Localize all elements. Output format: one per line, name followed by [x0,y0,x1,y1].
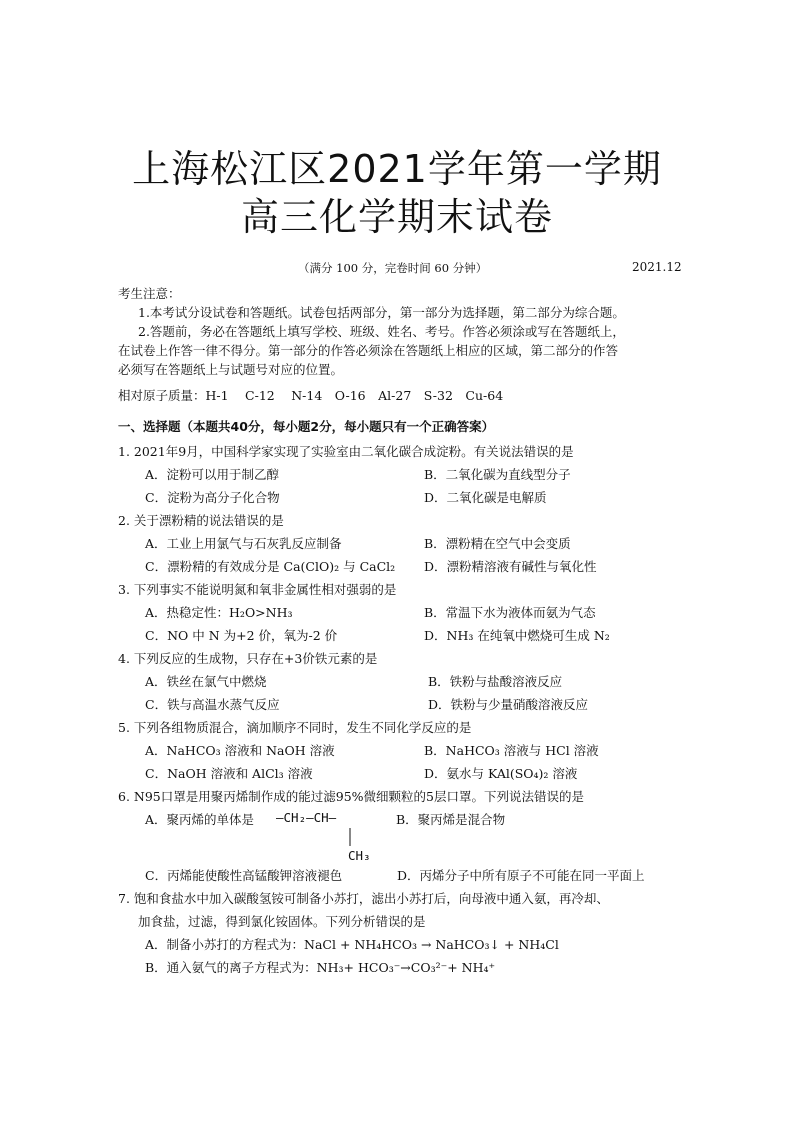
question-7-stem-line-1: 7. 饱和食盐水中加入碳酸氢铵可制备小苏打，滤出小苏打后，向母液中通入氨，再冷却、 [118,891,609,906]
exam-date: 2021.12 [632,260,682,274]
notice-item-2-line-3: 必须写在答题纸上与试题号对应的位置。 [118,362,344,377]
question-2-stem: 2. 关于漂粉精的说法错误的是 [118,513,284,528]
propylene-formula-main: —CH₂—CH— [276,810,337,825]
question-1-option-d: D．二氧化碳是电解质 [424,490,547,505]
question-4-stem: 4. 下列反应的生成物，只存在+3价铁元素的是 [118,651,378,666]
propylene-formula-sub: CH₃ [348,848,371,863]
question-7-option-b: B．通入氨气的离子方程式为：NH₃+ HCO₃⁻→CO₃²⁻+ NH₄⁺ [145,960,496,975]
notice-item-2-line-1: 2.答题前，务必在答题纸上填写学校、班级、姓名、考号。作答必须涂或写在答题纸上， [138,324,625,339]
question-5-option-b: B．NaHCO₃ 溶液与 HCl 溶液 [424,743,599,758]
question-4-option-b: B．铁粉与盐酸溶液反应 [428,674,563,689]
question-1-stem: 1. 2021年9月，中国科学家实现了实验室由二氧化碳合成淀粉。有关说法错误的是 [118,444,574,459]
question-7-stem-line-2: 加食盐，过滤，得到氯化铵固体。下列分析错误的是 [138,914,426,929]
atomic-masses: 相对原子质量：H-1 C-12 N-14 O-16 Al-27 S-32 Cu-64 [118,388,504,403]
question-6-stem: 6. N95口罩是用聚丙烯制作成的能过滤95%微细颗粒的5层口罩。下列说法错误的是 [118,789,584,804]
title-line-1: 上海松江区2021学年第一学期 [132,147,662,191]
question-1-option-c: C．淀粉为高分子化合物 [145,490,280,505]
question-6-option-c: C．丙烯能使酸性高锰酸钾溶液褪色 [145,868,343,883]
question-3-stem: 3. 下列事实不能说明氮和氧非金属性相对强弱的是 [118,582,397,597]
question-4-option-a: A．铁丝在氯气中燃烧 [145,674,267,689]
question-5-stem: 5. 下列各组物质混合，滴加顺序不同时，发生不同化学反应的是 [118,720,472,735]
question-5-option-d: D．氨水与 KAl(SO₄)₂ 溶液 [424,766,578,781]
propylene-bond-line [340,826,360,848]
question-4-option-d: D．铁粉与少量硝酸溶液反应 [428,697,589,712]
question-3-option-c: C．NO 中 N 为+2 价，氧为-2 价 [145,628,338,643]
question-3-option-b: B．常温下水为液体而氨为气态 [424,605,596,620]
question-5-option-a: A．NaHCO₃ 溶液和 NaOH 溶液 [145,743,335,758]
notice-heading: 考生注意： [118,286,181,301]
question-2-option-d: D．漂粉精溶液有碱性与氧化性 [424,559,597,574]
question-6-option-d: D．丙烯分子中所有原子不可能在同一平面上 [397,868,645,883]
question-1-option-a: A．淀粉可以用于制乙醇 [145,467,280,482]
question-2-option-a: A．工业上用氯气与石灰乳反应制备 [145,536,342,551]
title-line-2: 高三化学期末试卷 [240,195,553,239]
exam-meta: （满分 100 分，完卷时间 60 分钟） [298,261,488,275]
question-2-option-b: B．漂粉精在空气中会变质 [424,536,571,551]
question-7-option-a: A．制备小苏打的方程式为：NaCl + NH₄HCO₃ → NaHCO₃↓ + NH₄Cl [145,937,559,952]
question-1-option-b: B．二氧化碳为直线型分子 [424,467,571,482]
question-6-option-b: B．聚丙烯是混合物 [396,812,506,827]
question-5-option-c: C．NaOH 溶液和 AlCl₃ 溶液 [145,766,313,781]
notice-item-1: 1.本考试分设试卷和答题纸。试卷包括两部分，第一部分为选择题，第二部分为综合题。 [138,305,625,320]
question-3-option-d: D．NH₃ 在纯氧中燃烧可生成 N₂ [424,628,610,643]
question-4-option-c: C．铁与高温水蒸气反应 [145,697,280,712]
notice-item-2-line-2: 在试卷上作答一律不得分。第一部分的作答必须涂在答题纸上相应的区域，第二部分的作答 [118,343,619,358]
question-2-option-c: C．漂粉精的有效成分是 Ca(ClO)₂ 与 CaCl₂ [145,559,396,574]
question-3-option-a: A．热稳定性：H₂O>NH₃ [145,605,293,620]
question-6-option-a: A．聚丙烯的单体是 [145,812,255,827]
section-1-heading: 一、选择题（本题共40分，每小题2分，每小题只有一个正确答案） [118,419,495,434]
